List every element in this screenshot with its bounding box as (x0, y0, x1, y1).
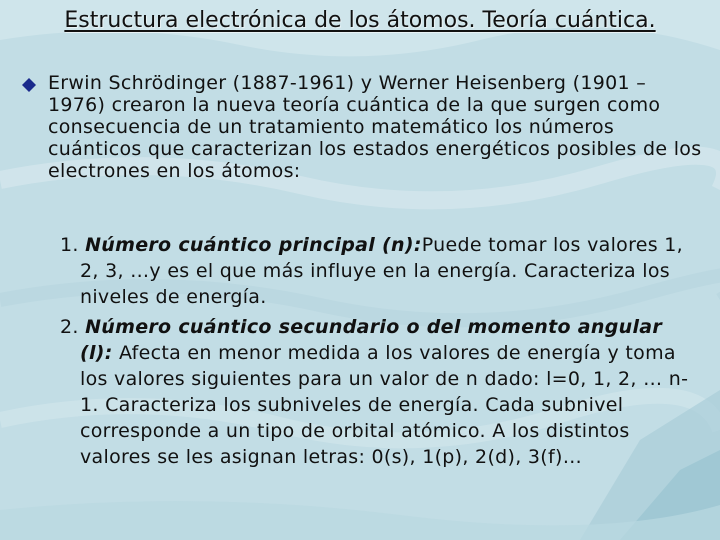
intro-text: Erwin Schrödinger (1887-1961) y Werner Heisenberg (1901 – 1976) crearon la nueva teoría cuántica de la que surgen como consecuencia de un tratamiento matemático los números cuánticos que caracterizan los estados energéticos posibles de los electrones en los átomos: (48, 72, 702, 182)
list-item-number: 1. (60, 234, 79, 256)
list-item-number: 2. (60, 316, 79, 338)
list-item-description: Puede tomar los valores 1, 2, 3, …y es el que más influye en la energía. Caracteriza los niveles de energía. (80, 234, 684, 308)
diamond-bullet-icon (22, 78, 36, 92)
list-item-content (60, 232, 700, 310)
list-item-content (60, 314, 700, 470)
list-item-term: Número cuántico secundario o del momento angular (l): (80, 316, 663, 364)
list-item-secundario (60, 314, 700, 470)
list-item-description: Afecta en menor medida a los valores de energía y toma los valores siguientes para un valor de n dado: l=0, 1, 2, … n-1. Caracteriza los subniveles de energía. Cada subnivel corresponde a un tipo de orbital atómico. A los distintos valores se les asignan letras: 0(s), 1(p), 2(d), 3(f)… (80, 342, 689, 468)
list-item-principal (60, 232, 700, 310)
list-item-term: Número cuántico principal (n): (85, 234, 422, 256)
slide-title: Estructura electrónica de los átomos. Teoría cuántica. (64, 8, 656, 33)
